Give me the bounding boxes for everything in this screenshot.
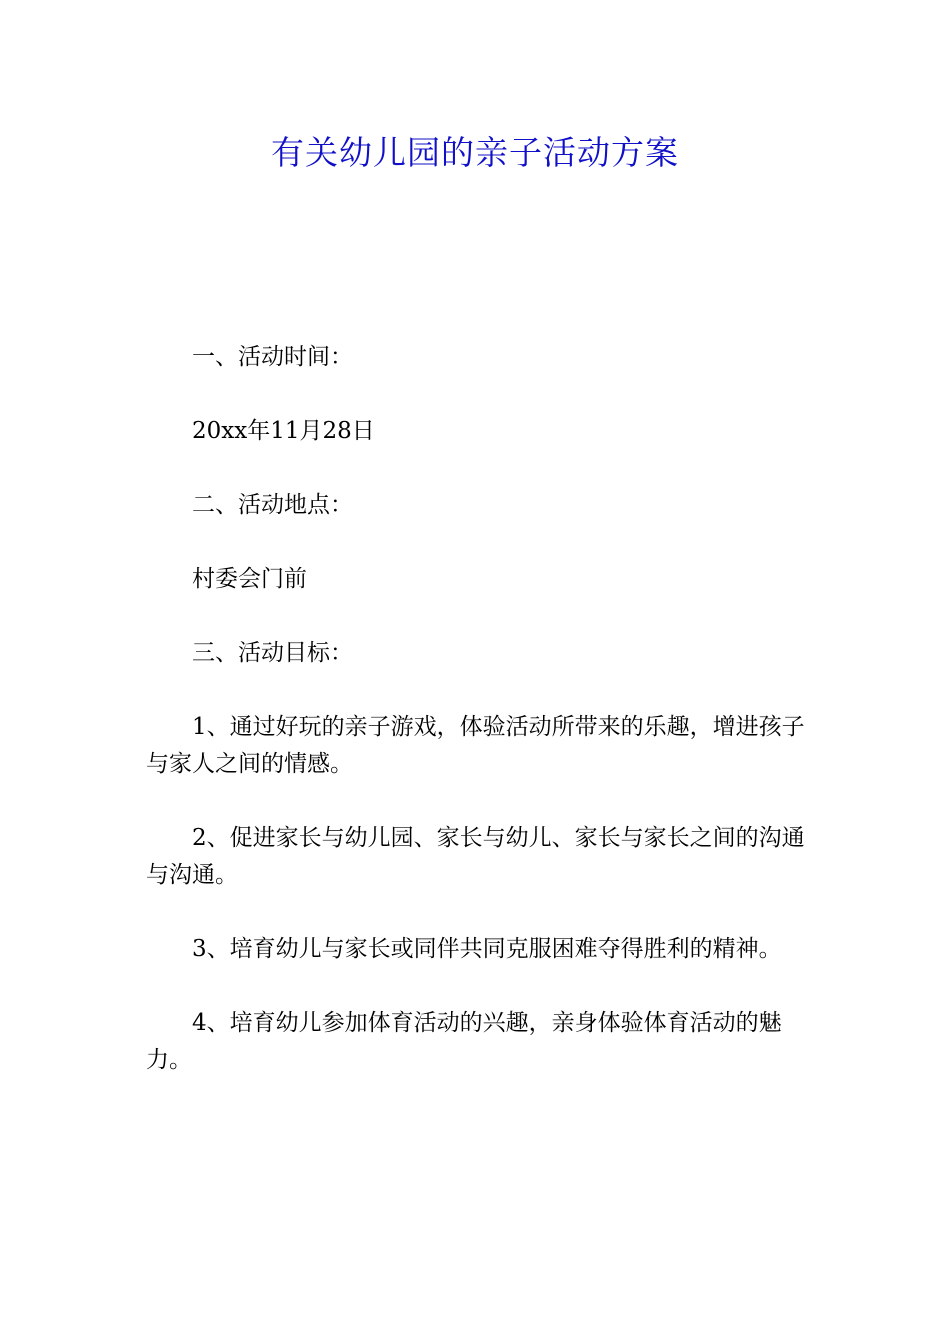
goal-item-1: 1、通过好玩的亲子游戏，体验活动所带来的乐趣，增进孩子与家人之间的情感。 <box>146 714 805 777</box>
activity-location: 村委会门前 <box>192 566 307 592</box>
section-heading-time: 一、活动时间： <box>192 344 353 370</box>
goal-item-4: 4、培育幼儿参加体育活动的兴趣，亲身体验体育活动的魅力。 <box>146 1010 782 1073</box>
document-body <box>146 339 810 1116</box>
section-heading-goals: 三、活动目标： <box>192 640 353 666</box>
section-heading-location: 二、活动地点： <box>192 492 353 518</box>
goal-item-3: 3、培育幼儿与家长或同伴共同克服困难夺得胜利的精神。 <box>192 936 782 962</box>
activity-date: 20xx年11月28日 <box>192 418 375 444</box>
goal-item-2: 2、促进家长与幼儿园、家长与幼儿、家长与家长之间的沟通与沟通。 <box>146 825 805 888</box>
document-title: 有关幼儿园的亲子活动方案 <box>271 133 679 172</box>
